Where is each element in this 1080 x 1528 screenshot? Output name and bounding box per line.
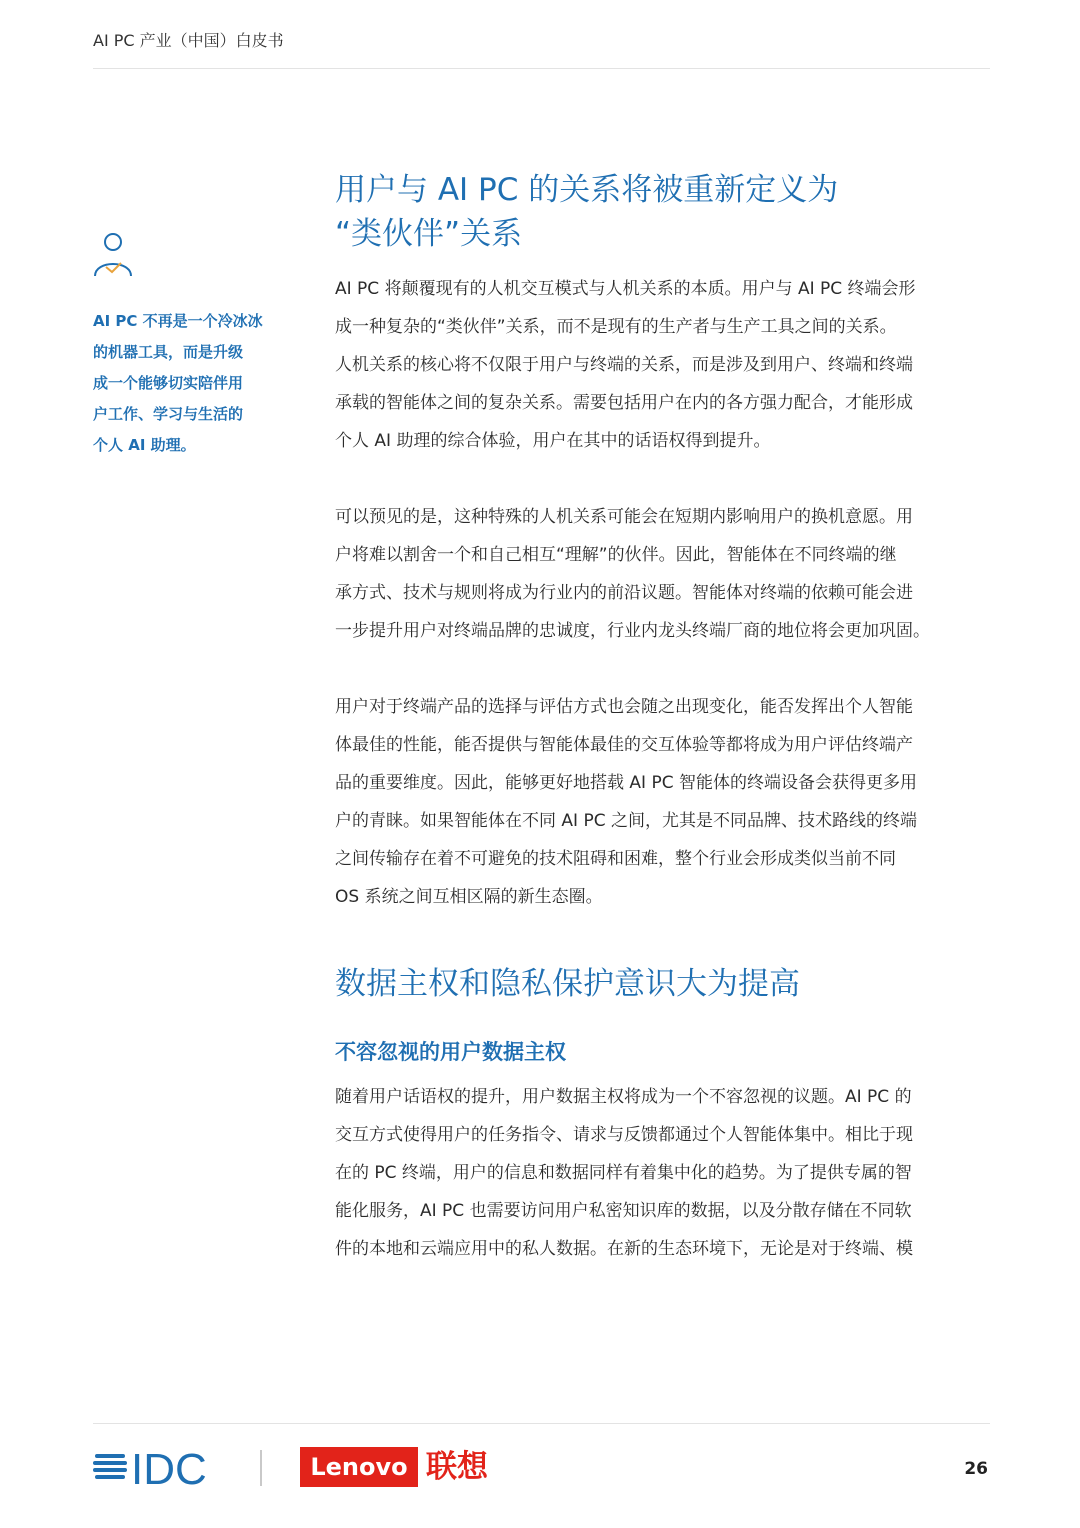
section1-title — [335, 168, 990, 256]
section1-paragraph-2 — [335, 498, 990, 650]
title-line: “类伙伴”关系 — [335, 216, 523, 252]
section1-paragraph-1 — [335, 270, 990, 460]
lenovo-chinese-logo: 联想 — [426, 1449, 488, 1485]
running-header: AI PC 产业（中国）白皮书 — [93, 31, 284, 50]
text-line: 个人 AI 助理的综合体验，用户在其中的话语权得到提升。 — [335, 431, 771, 451]
idc-logo-text: IDC — [131, 1446, 207, 1490]
quote-line: 的机器工具，而是升级 — [93, 343, 244, 361]
text-line: 用户对于终端产品的选择与评估方式也会随之出现变化，能否发挥出个人智能 — [335, 697, 913, 717]
text-line: 户将难以割舍一个和自己相互“理解”的伙伴。因此，智能体在不同终端的继 — [335, 545, 897, 565]
quote-line: 个人 AI 助理。 — [93, 436, 196, 454]
logo-separator — [260, 1450, 262, 1486]
quote-line: 户工作、学习与生活的 — [93, 405, 244, 423]
text-line: 品的重要维度。因此，能够更好地搭载 AI PC 智能体的终端设备会获得更多用 — [335, 773, 917, 793]
section1-paragraph-3 — [335, 688, 990, 916]
text-line: 随着用户话语权的提升，用户数据主权将成为一个不容忽视的议题。AI PC 的 — [335, 1087, 912, 1107]
text-line: AI PC 将颠覆现有的人机交互模式与人机关系的本质。用户与 AI PC 终端会形 — [335, 279, 916, 299]
text-line: 体最佳的性能，能否提供与智能体最佳的交互体验等都将成为用户评估终端产 — [335, 735, 913, 755]
sidebar-quote — [93, 306, 283, 461]
main-content — [335, 168, 990, 1268]
section2-title: 数据主权和隐私保护意识大为提高 — [335, 966, 800, 1002]
page-number: 26 — [964, 1459, 988, 1479]
text-line: 户的青睐。如果智能体在不同 AI PC 之间，尤其是不同品牌、技术路线的终端 — [335, 811, 917, 831]
section2-subtitle: 不容忽视的用户数据主权 — [335, 1040, 566, 1064]
title-line: 用户与 AI PC 的关系将被重新定义为 — [335, 172, 839, 208]
text-line: 能化服务，AI PC 也需要访问用户私密知识库的数据，以及分散存储在不同软 — [335, 1201, 912, 1221]
idc-logo — [93, 1446, 233, 1490]
text-line: 人机关系的核心将不仅限于用户与终端的关系，而是涉及到用户、终端和终端 — [335, 355, 913, 375]
text-line: 承方式、技术与规则将成为行业内的前沿议题。智能体对终端的依赖可能会进 — [335, 583, 913, 603]
quote-line: AI PC 不再是一个冷冰冰 — [93, 312, 263, 330]
text-line: 在的 PC 终端，用户的信息和数据同样有着集中化的趋势。为了提供专属的智 — [335, 1163, 912, 1183]
section2-paragraph — [335, 1078, 990, 1268]
footer-divider — [93, 1423, 990, 1424]
lenovo-logo: Lenovo — [300, 1447, 418, 1487]
header-divider — [93, 68, 990, 69]
text-line: 件的本地和云端应用中的私人数据。在新的生态环境下，无论是对于终端、模 — [335, 1239, 913, 1259]
quote-line: 成一个能够切实陪伴用 — [93, 374, 244, 392]
text-line: 一步提升用户对终端品牌的忠诚度，行业内龙头终端厂商的地位将会更加巩固。 — [335, 621, 930, 641]
text-line: 交互方式使得用户的任务指令、请求与反馈都通过个人智能体集中。相比于现 — [335, 1125, 913, 1145]
text-line: 承载的智能体之间的复杂关系。需要包括用户在内的各方强力配合，才能形成 — [335, 393, 913, 413]
sidebar — [93, 230, 283, 461]
text-line: OS 系统之间互相区隔的新生态圈。 — [335, 887, 603, 907]
text-line: 之间传输存在着不可避免的技术阻碍和困难，整个行业会形成类似当前不同 — [335, 849, 896, 869]
text-line: 成一种复杂的“类伙伴”关系，而不是现有的生产者与生产工具之间的关系。 — [335, 317, 897, 337]
person-check-icon — [93, 230, 135, 278]
text-line: 可以预见的是，这种特殊的人机关系可能会在短期内影响用户的换机意愿。用 — [335, 507, 913, 527]
